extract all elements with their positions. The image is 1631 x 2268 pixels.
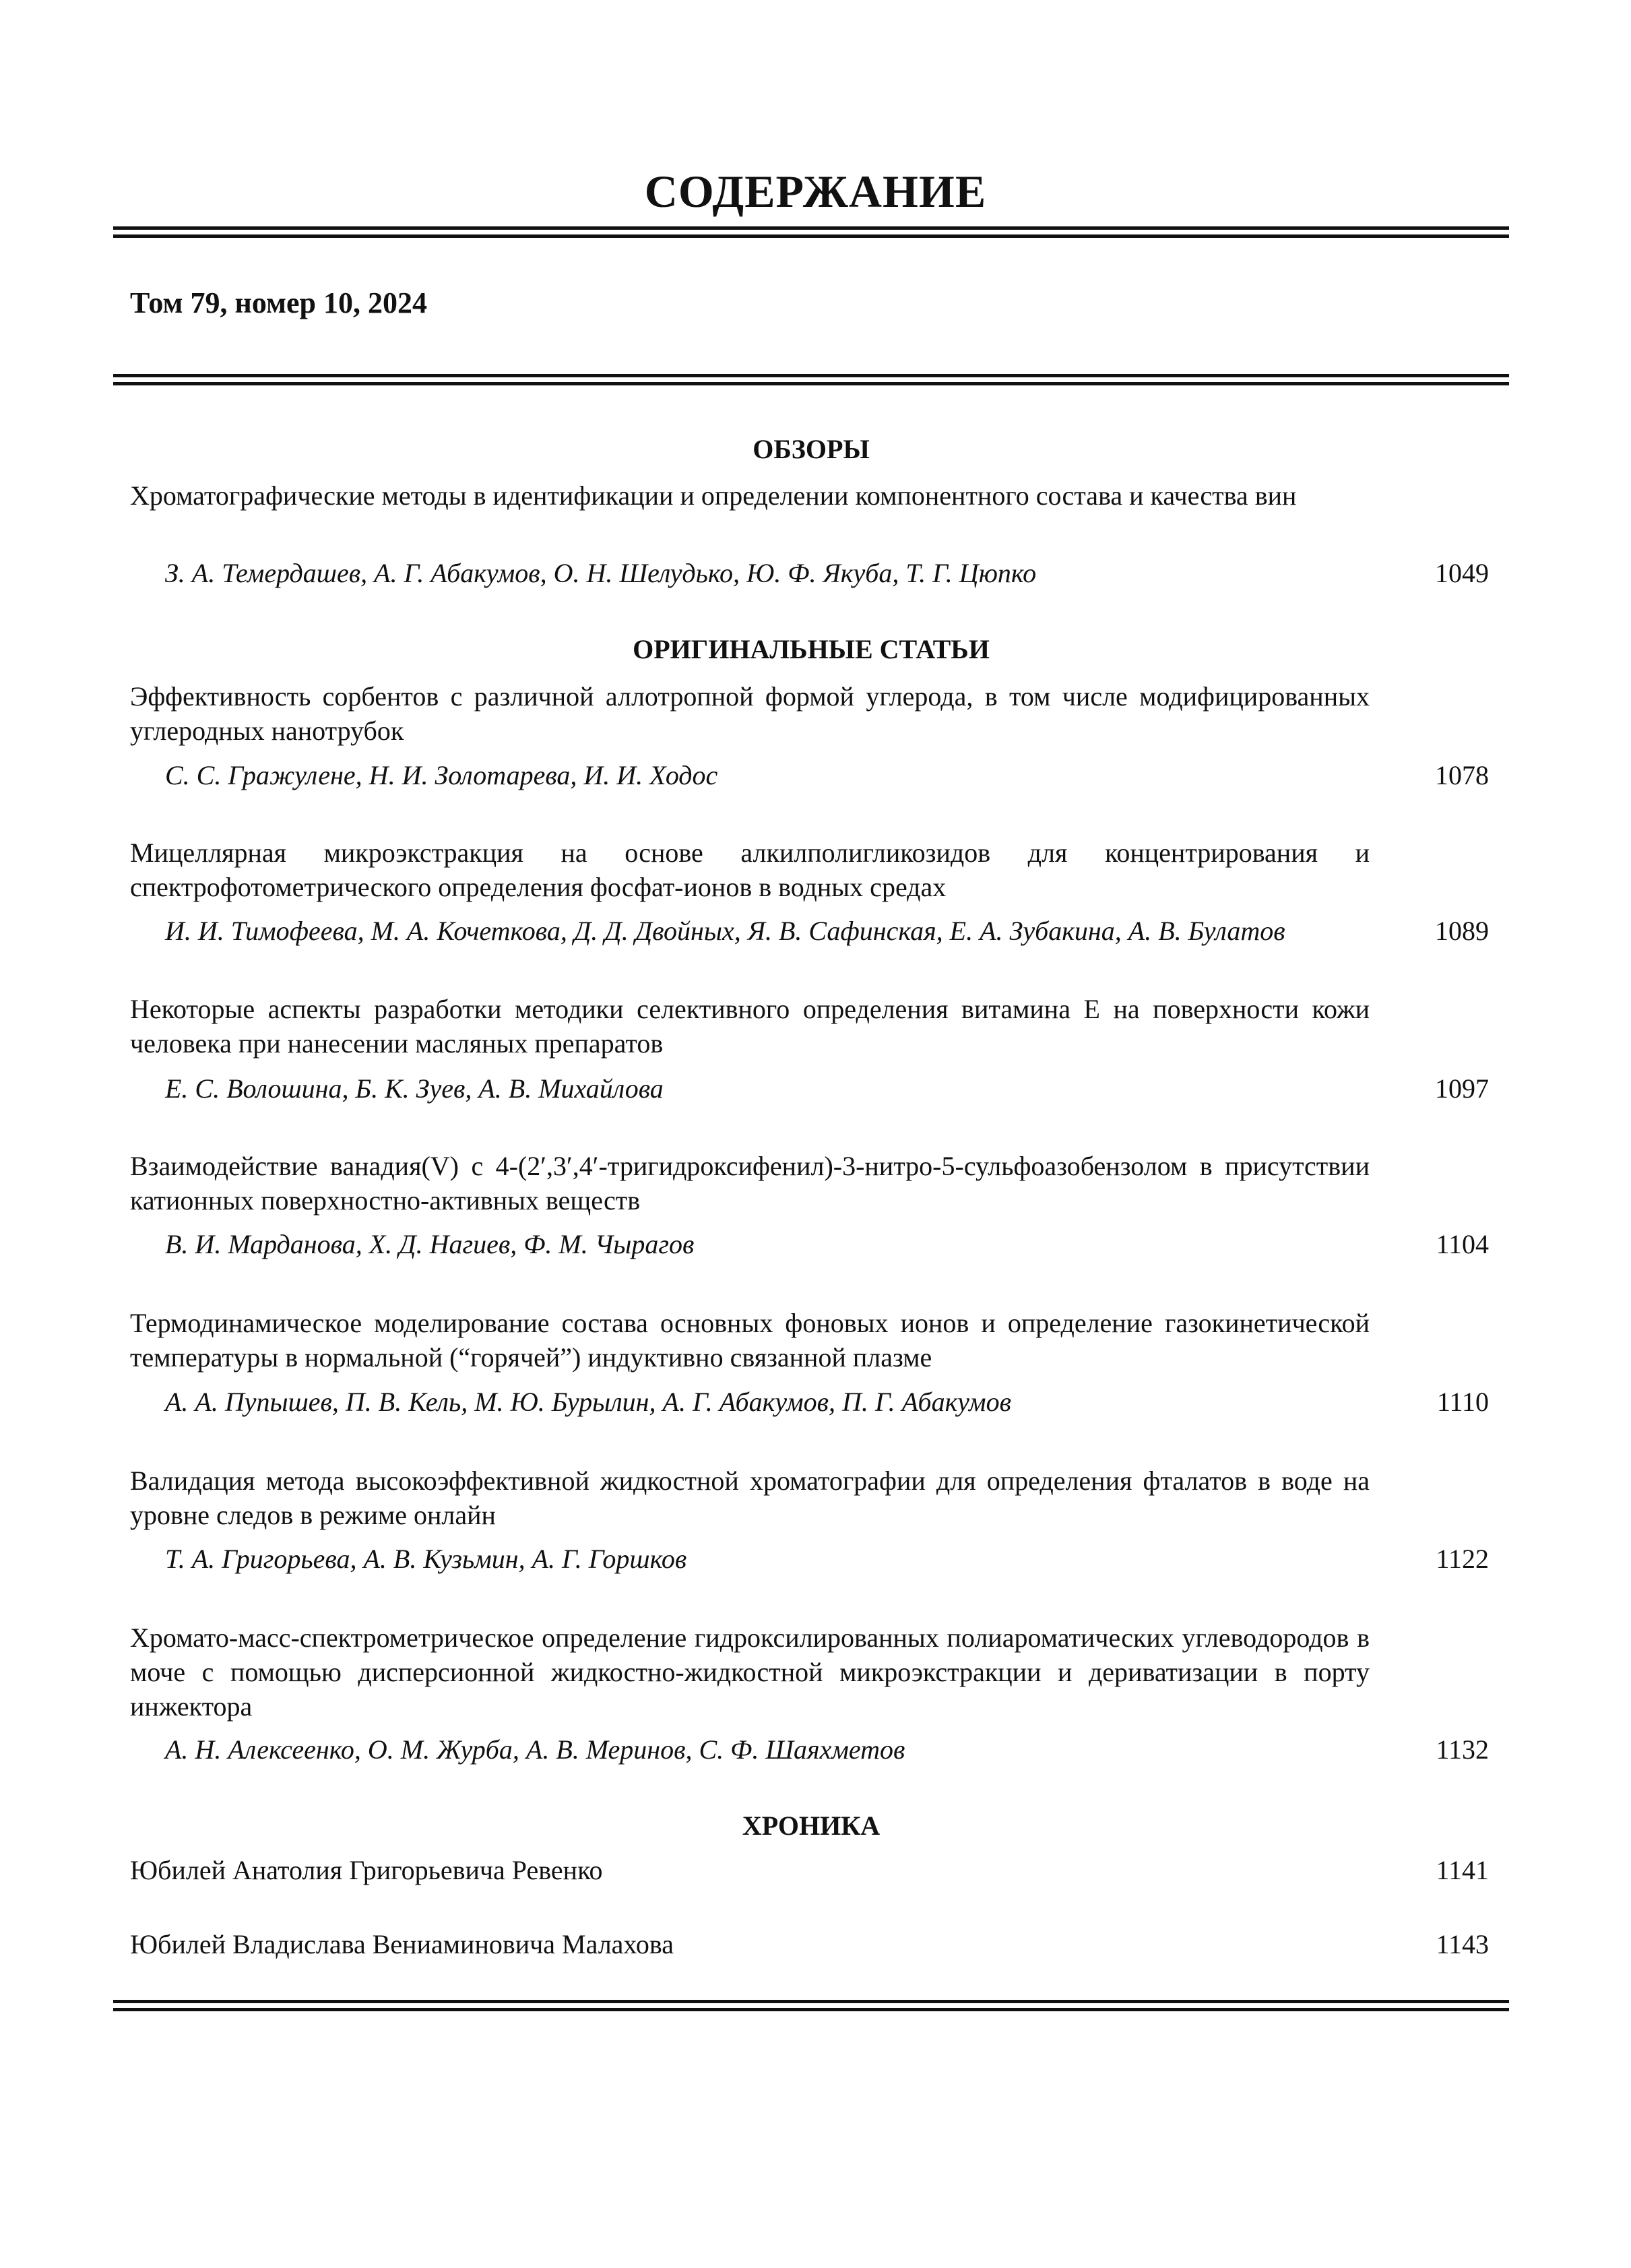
entry-authors: Т. А. Григорьева, А. В. Кузьмин, А. Г. Горшков (165, 1544, 687, 1574)
entry-title: Некоторые аспекты разработки методики селективного определения витамина Е на поверхности кожи человека при нанесении масляных препаратов (130, 994, 1370, 1059)
entry-page-number: 1143 (1436, 1929, 1489, 1959)
header-rule (113, 374, 1509, 385)
entry-page-number: 1078 (1435, 760, 1489, 790)
entry-title: Хромато-масс-спектрометрическое определение гидроксилированных полиароматических углеводородов в моче с помощью дисперсионной жидкостно-жидкостной микроэкстракции и дериватизации в порту инжектора (130, 1623, 1370, 1722)
title-rule (113, 226, 1509, 238)
entry-authors: И. И. Тимофеева, М. А. Кочеткова, Д. Д. Двойных, Я. В. Сафинская, Е. А. Зубакина, А. В. Булатов (165, 916, 1285, 946)
entry-title: Валидация метода высокоэффективной жидкостной хроматографии для определения фталатов в воде на уровне следов в режиме онлайн (130, 1466, 1370, 1530)
entry-page-number: 1122 (1436, 1544, 1489, 1574)
entry-title: Юбилей Владислава Вениаминовича Малахова (130, 1929, 674, 1959)
entry-authors: Е. С. Волошина, Б. К. Зуев, А. В. Михайлова (165, 1073, 664, 1104)
entry-title: Хроматографические методы в идентификации и определении компонентного состава и качества вин (130, 480, 1297, 511)
entry-authors: А. Н. Алексеенко, О. М. Журба, А. В. Меринов, С. Ф. Шаяхметов (165, 1734, 905, 1765)
entry-title: Термодинамическое моделирование состава основных фоновых ионов и определение газокинетической температуры в нормальной (“горячей”) индуктивно связанной плазме (130, 1308, 1370, 1373)
entry-title: Эффективность сорбентов с различной аллотропной формой углерода, в том числе модифицированных углеродных нанотрубок (130, 681, 1370, 746)
entry-authors: В. И. Марданова, Х. Д. Нагиев, Ф. М. Чырагов (165, 1229, 695, 1259)
page-title: СОДЕРЖАНИЕ (644, 166, 987, 217)
volume-info: Том 79, номер 10, 2024 (130, 286, 427, 319)
entry-page-number: 1141 (1436, 1855, 1489, 1885)
section-heading-chronicle: ХРОНИКА (742, 1810, 881, 1841)
entry-page-number: 1132 (1436, 1734, 1489, 1765)
entry-page-number: 1089 (1435, 916, 1489, 946)
entry-page-number: 1097 (1435, 1073, 1489, 1104)
entry-authors: З. А. Темердашев, А. Г. Абакумов, О. Н. Шелудько, Ю. Ф. Якуба, Т. Г. Цюпко (165, 558, 1037, 588)
entry-page-number: 1110 (1436, 1387, 1489, 1417)
section-heading-reviews: ОБЗОРЫ (753, 434, 870, 464)
entry-authors: А. А. Пупышев, П. В. Кель, М. Ю. Бурылин, А. Г. Абакумов, П. Г. Абакумов (165, 1387, 1011, 1417)
entry-title: Юбилей Анатолия Григорьевича Ревенко (130, 1855, 603, 1885)
entry-page-number: 1104 (1436, 1229, 1489, 1259)
entry-title: Взаимодействие ванадия(V) с 4-(2′,3′,4′-тригидроксифенил)-3-нитро-5-сульфоазобензолом в присутствии катионных поверхностно-активных веществ (130, 1151, 1370, 1216)
footer-rule (113, 2000, 1509, 2011)
section-heading-original-articles: ОРИГИНАЛЬНЫЕ СТАТЬИ (633, 634, 990, 664)
entry-page-number: 1049 (1435, 558, 1489, 588)
entry-title: Мицеллярная микроэкстракция на основе алкилполигликозидов для концентрирования и спектрофотометрического определения фосфат-ионов в водных средах (130, 838, 1370, 902)
entry-authors: С. С. Гражулене, Н. И. Золотарева, И. И. Ходос (165, 760, 718, 790)
